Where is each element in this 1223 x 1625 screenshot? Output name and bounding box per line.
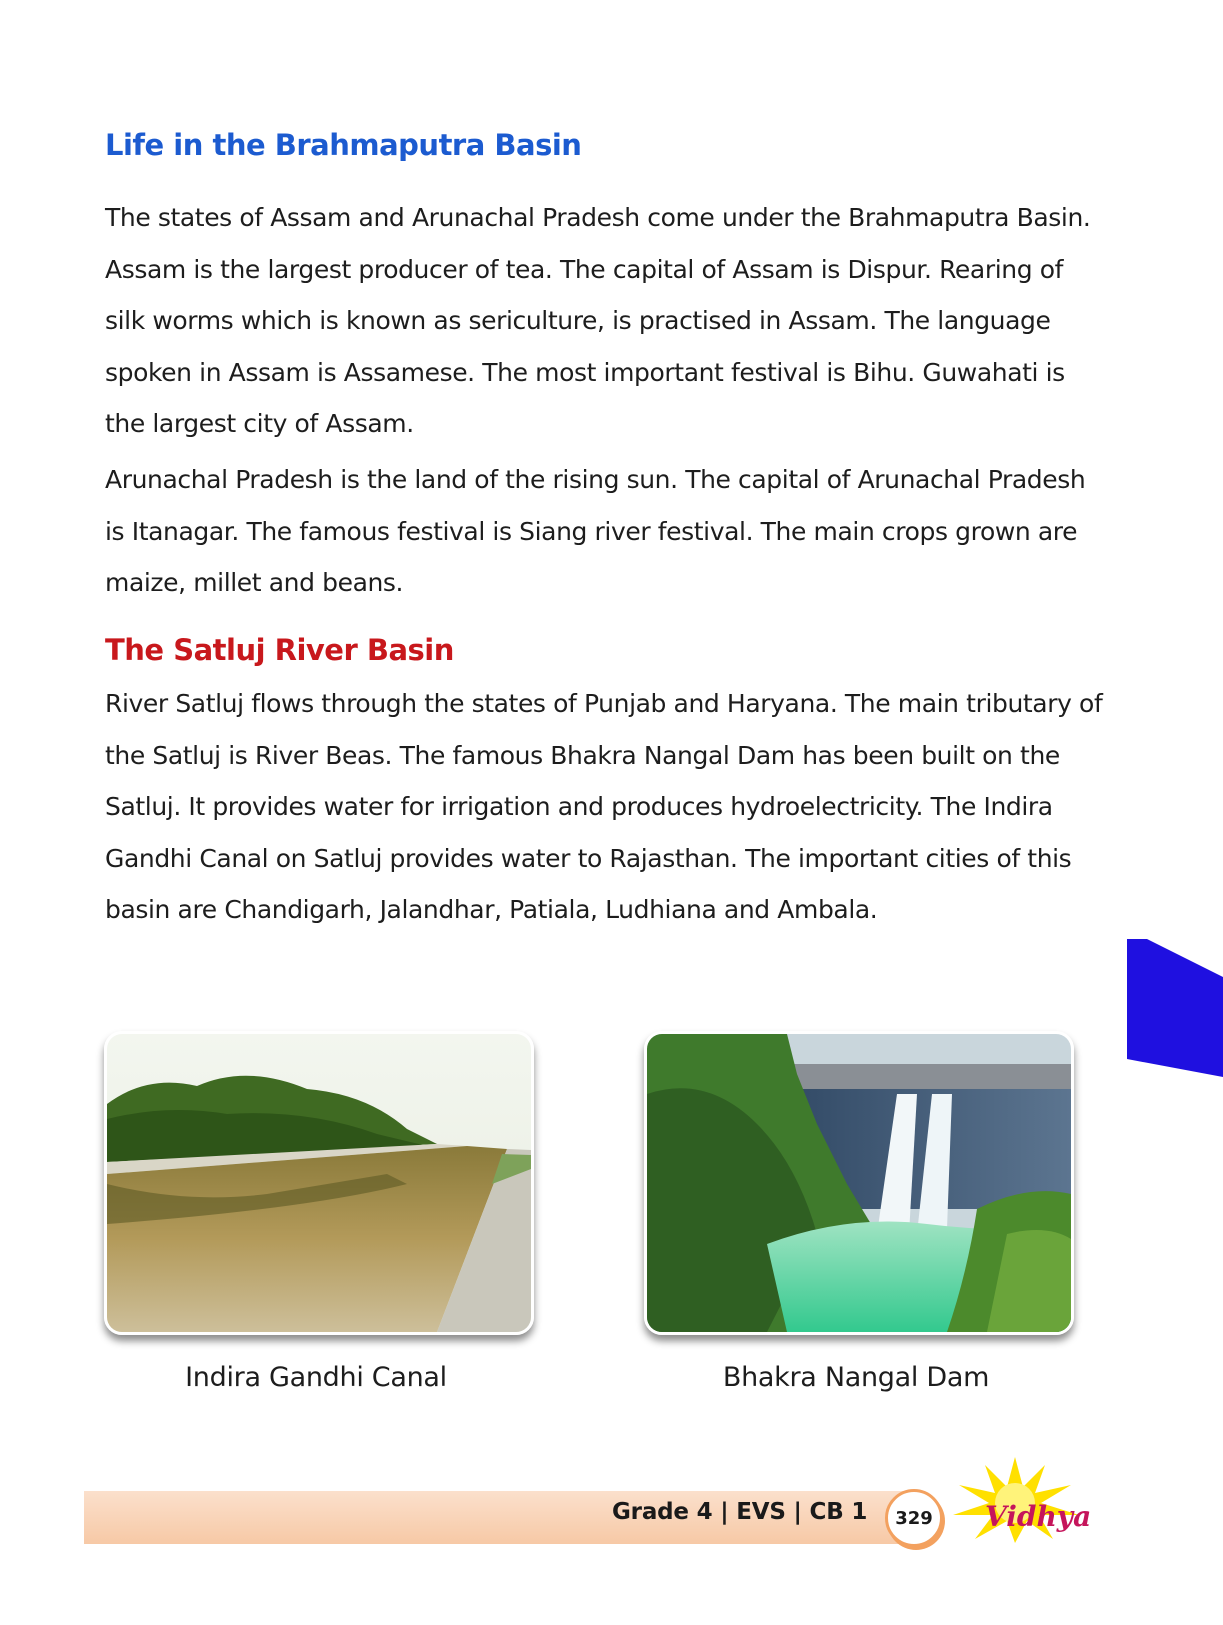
section-heading-satluj: The Satluj River Basin [105, 633, 454, 667]
figure-caption: Indira Gandhi Canal [185, 1362, 447, 1393]
footer-grade-label: Grade 4 | EVS | CB 1 [612, 1499, 868, 1525]
page-number: 329 [885, 1489, 943, 1547]
dam-photo [644, 1031, 1074, 1335]
paragraph-satluj: River Satluj flows through the states of Punjab and Haryana. The main tributary of the Satluj is River Beas. The famous Bhakra Nangal Dam has been built on the Satluj. It provides water for irrigation and produces hydroelectricity. The Indira Gandhi Canal on Satluj provides water to Rajasthan. The important cities of this basin are Chandigarh, Jalandhar, Patiala, Ludhiana and Ambala. [105, 689, 1103, 924]
section-heading-brahmaputra: Life in the Brahmaputra Basin [105, 128, 582, 162]
logo-wordmark: Vidhya [985, 1500, 1092, 1533]
chapter-tab-marker [1127, 939, 1223, 1077]
canal-photo [104, 1031, 534, 1335]
paragraph-arunachal: Arunachal Pradesh is the land of the rising sun. The capital of Arunachal Pradesh is Itanagar. The famous festival is Siang river festival. The main crops grown are maize, millet and beans. [105, 465, 1086, 597]
figure-caption: Bhakra Nangal Dam [722, 1362, 990, 1393]
paragraph-assam: The states of Assam and Arunachal Pradesh come under the Brahmaputra Basin. Assam is the largest producer of tea. The capital of Assam is Dispur. Rearing of silk worms which is known as sericulture, is practised in Assam. The language spoken in Assam is Assamese. The most important festival is Bihu. Guwahati is the largest city of Assam. [105, 203, 1091, 438]
